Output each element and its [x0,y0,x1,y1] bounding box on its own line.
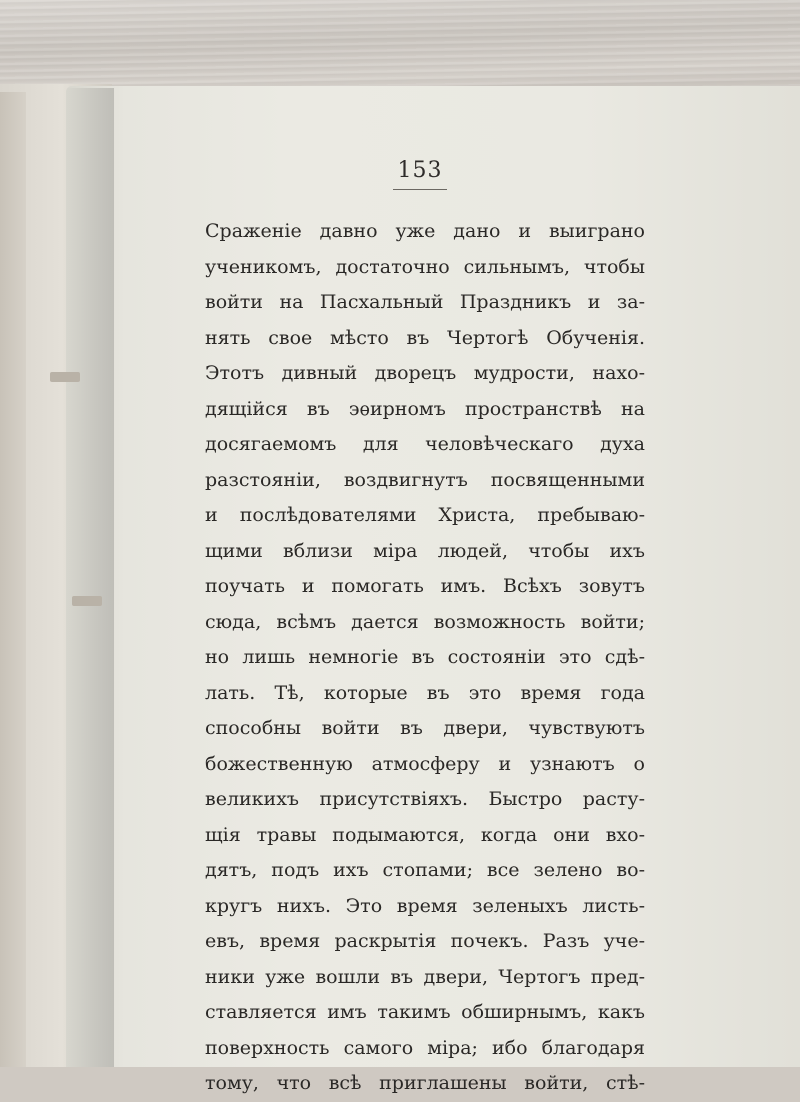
text-line: великихъ присутствіяхъ. Быстро расту- [205,788,645,810]
text-line: Этотъ дивный дворецъ мудрости, нахо- [205,362,645,384]
text-line: и послѣдователями Христа, пребываю- [205,504,645,526]
text-line: кругъ нихъ. Это время зеленыхъ листь- [205,894,645,917]
page-number-rule [393,189,447,190]
text-line: дятъ, подъ ихъ стопами; все зелено во- [205,859,645,881]
text-line: дящійся въ эѳирномъ пространствѣ на [205,397,645,420]
text-line: Сраженіе давно уже дано и выиграно [205,220,645,242]
text-line: щими вблизи міра людей, чтобы ихъ [205,539,645,562]
wood-grain [0,0,800,100]
text-line: ставляется имъ такимъ обширнымъ, какъ [205,1001,645,1023]
binding-notch [50,372,80,382]
text-line: сюда, всѣмъ дается возможность войти; [205,610,645,633]
text-line: нять свое мѣсто въ Чертогѣ Обученія. [205,326,645,349]
spine-shadow [66,88,114,1067]
text-line: но лишь немногіе въ состояніи это сдѣ- [205,646,645,668]
text-line: тому, что всѣ приглашены войти, стѣ- [205,1072,645,1094]
text-line: разстояніи, воздвигнутъ посвященными [205,468,645,491]
text-line: евъ, время раскрытія почекъ. Разъ уче- [205,930,645,952]
text-line: поверхность самого міра; ибо благодаря [205,1036,645,1059]
body-text [205,214,645,1102]
text-line: способны войти въ двери, чувствуютъ [205,717,645,739]
text-line: ученикомъ, достаточно сильнымъ, чтобы [205,255,645,278]
text-line: ники уже вошли въ двери, Чертогъ пред- [205,965,645,988]
text-line: поучать и помогать имъ. Всѣхъ зовутъ [205,575,645,597]
left-page-edge [0,92,26,1067]
text-line: щія травы подымаются, когда они вхо- [205,823,645,846]
text-line: досягаемомъ для человѣческаго духа [205,433,645,455]
page-number: 153 [397,158,443,183]
text-line: войти на Пасхальный Праздникъ и за- [205,291,645,313]
binding-notch [72,596,102,606]
text-line: божественную атмосферу и узнаютъ о [205,752,645,775]
text-line: лать. Тѣ, которые въ это время года [205,681,645,704]
